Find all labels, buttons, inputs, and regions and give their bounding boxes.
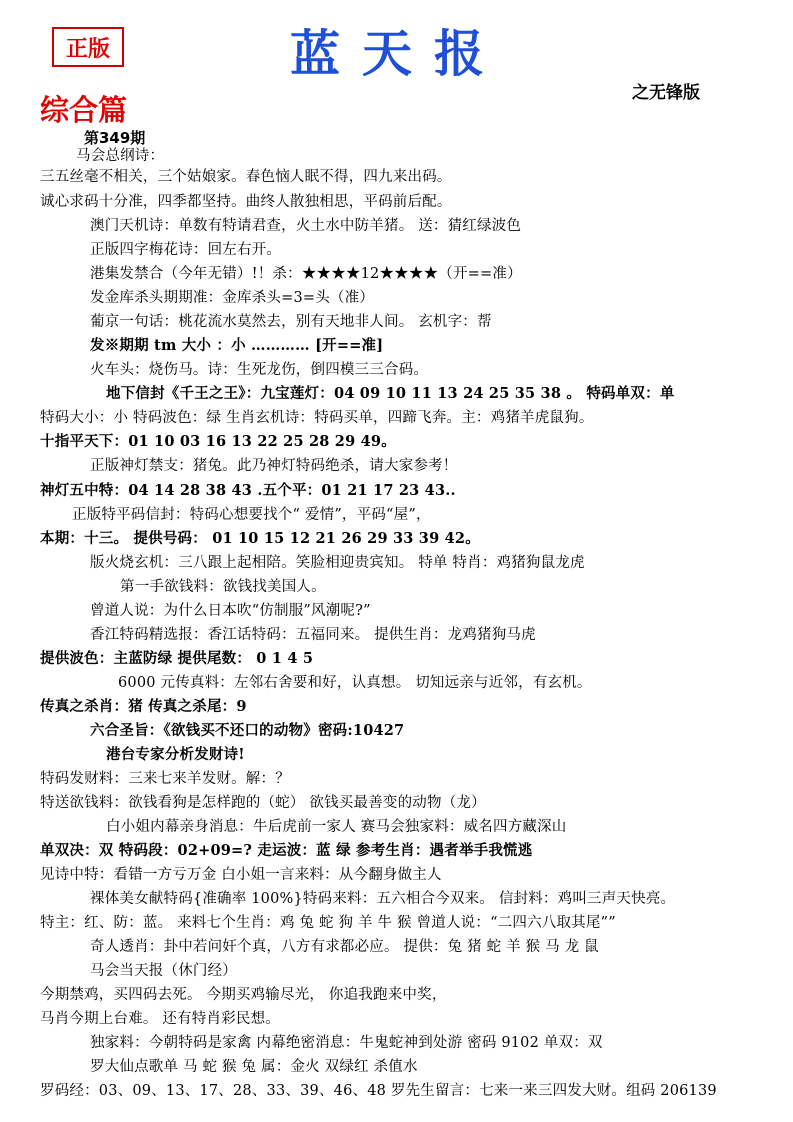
text-line: 葡京一句话：桃花流水莫然去，别有天地非人间。 玄机字：帮 <box>90 314 492 330</box>
text-line: 十指平天下：01 10 03 16 13 22 25 28 29 49。 <box>40 433 396 450</box>
text-line: 本期：十三。 提供号码： 01 10 15 12 21 26 29 33 39 42。 <box>40 530 480 547</box>
text-line: 奇人透肖：卦中若问奸个真，八方有求都必应。 提供：兔 猪 蛇 羊 猴 马 龙 鼠 <box>90 939 599 955</box>
text-line: 曾道人说：为什么日本吹“仿制服”风潮呢?” <box>90 603 371 619</box>
issue-number: 第349期 <box>84 129 146 147</box>
text-line: 香江特码精选报：香江话特码：五福同来。 提供生肖：龙鸡猪狗马虎 <box>90 627 536 643</box>
text-line: 特主：红、防：蓝。 来料七个生肖：鸡 兔 蛇 狗 羊 牛 猴 曾道人说：“二四六八取其尾”” <box>40 915 616 931</box>
text-line: 地下信封《千王之王》：九宝莲灯：04 09 10 11 13 24 25 35 38 。 特码单双：单 <box>106 385 675 402</box>
text-line: 传真之杀肖：猪 传真之杀尾：9 <box>40 698 247 715</box>
text-line: 提供波色：主蓝防绿 提供尾数： 0 1 4 5 <box>40 650 314 667</box>
text-line: 神灯五中特：04 14 28 38 43 .五个平：01 21 17 23 43.. <box>40 482 456 499</box>
text-line: 特送欲钱料：欲钱看狗是怎样跑的（蛇） 欲钱买最善变的动物（龙） <box>40 795 486 811</box>
text-line: 马会当天报（休门经） <box>90 963 237 979</box>
text-line: 白小姐内幕亲身消息：牛后虎前一家人 赛马会独家料：威名四方藏深山 <box>106 819 567 835</box>
official-edition-badge: 正版 <box>52 27 124 67</box>
text-line: 版火烧玄机：三八跟上起相陪。笑脸相迎贵宾知。 特单 特肖：鸡猪狗鼠龙虎 <box>90 555 585 571</box>
text-line: 港集发禁合（今年无错）!！杀：★★★★12★★★★（开==准） <box>90 266 522 282</box>
text-line: 发金库杀头期期准：金库杀头=3=头（准） <box>90 290 375 306</box>
text-line: 马肖今期上台难。 还有特肖彩民想。 <box>40 1011 281 1027</box>
text-line: 6000 元传真料：左邻右舍要和好，认真想。 切知远亲与近邻，有玄机。 <box>118 675 592 691</box>
text-line: 正版神灯禁支：猪兔。此乃神灯特码绝杀，请大家参考！ <box>90 458 458 474</box>
text-line: 诚心求码十分准，四季都坚持。曲终人散独相思，平码前后配。 <box>40 194 452 210</box>
text-line: 见诗中特：看错一方亏万金 白小姐一言来料：从今翻身做主人 <box>40 867 442 883</box>
edition-label: 之无锋版 <box>632 83 700 103</box>
text-line: 今期禁鸡，买四码去死。 今期买鸡输尽光， 你追我跑来中奖， <box>40 987 447 1003</box>
text-line: 正版四字梅花诗：回左右开。 <box>90 242 282 258</box>
text-line: 第一手欲钱料：欲钱找美国人。 <box>120 579 326 595</box>
text-line: 特码发财料：三来七来羊发财。解：？ <box>40 771 290 787</box>
newspaper-title: 蓝天报 <box>290 24 506 83</box>
text-line: 独家料：今朝特码是家禽 内幕绝密消息：牛鬼蛇神到处游 密码 9102 单双：双 <box>90 1035 603 1051</box>
text-line: 三五丝毫不相关，三个姑娘家。春色恼人眠不得，四九来出码。 <box>40 169 452 185</box>
text-line: 罗大仙点歌单 马 蛇 猴 兔 属：金火 双绿红 杀值水 <box>90 1059 418 1075</box>
text-line: 单双决：双 特码段：02+09=? 走运波：蓝 绿 参考生肖：遇者举手我慌逃 <box>40 842 533 859</box>
text-line: 发※期期 tm 大小 ：小 ………… [开==准] <box>90 337 384 354</box>
text-line: 特码大小：小 特码波色：绿 生肖玄机诗：特码买单，四蹄飞奔。主：鸡猪羊虎鼠狗。 <box>40 410 594 426</box>
text-line: 马会总纲诗： <box>76 148 165 164</box>
text-line: 正版特平码信封：特码心想要找个“ 爱情”，平码“屋”， <box>72 507 431 523</box>
text-line: 火车头：烧伤马。诗：生死龙伤，倒四模三三合码。 <box>90 362 429 378</box>
text-line: 罗码经：03、09、13、17、28、33、39、46、48 罗先生留言：七来一来三四发大财。组码 206139 <box>40 1083 717 1099</box>
text-line: 港台专家分析发财诗! <box>106 746 245 763</box>
text-line: 裸体美女献特码{准确率 100%}特码来料：五六相合今双来。 信封料：鸡叫三声天快亮。 <box>90 891 676 907</box>
section-heading: 综合篇 <box>40 93 128 127</box>
text-line: 六合圣旨：《欲钱买不还口的动物》密码:10427 <box>90 722 405 739</box>
text-line: 澳门天机诗：单数有特请君查，火土水中防羊猪。 送：猜红绿波色 <box>90 218 522 234</box>
